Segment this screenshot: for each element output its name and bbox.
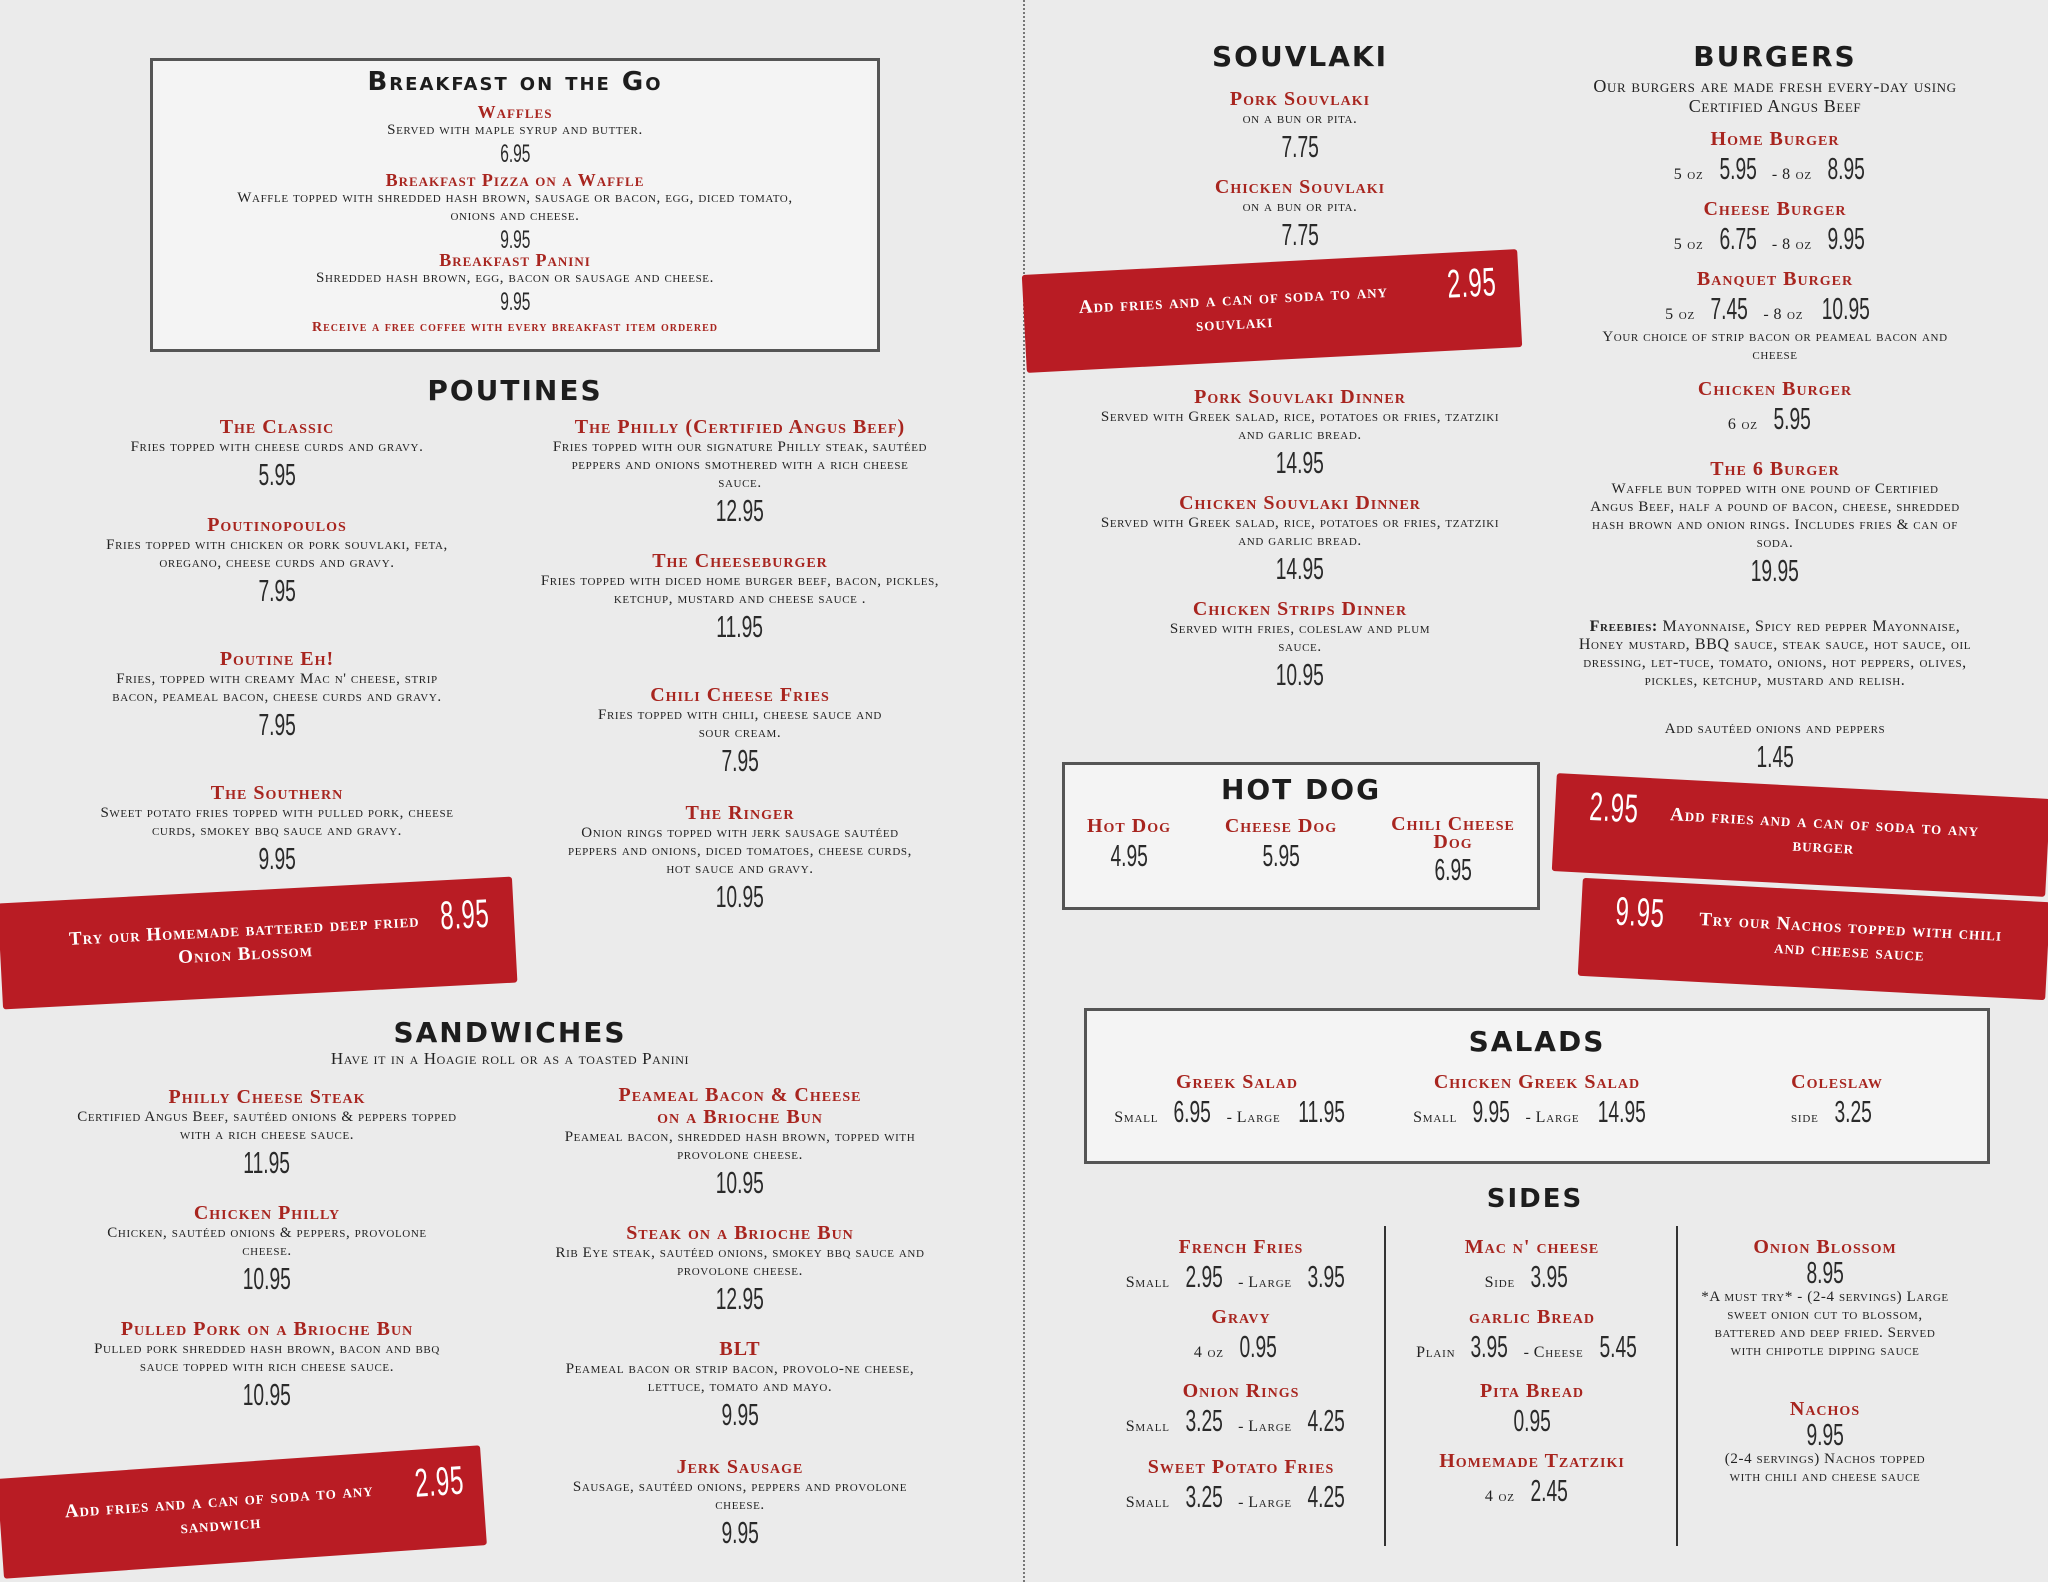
item-name: The Classic [219,416,335,438]
menu-item [1707,1071,1967,1131]
menu-item [1069,815,1189,875]
item-price: 11.95 [243,1145,291,1180]
item-name: Banquet Burger [1696,268,1854,290]
size-label: Small [1413,1109,1458,1126]
item-price: 4.25 [1307,1479,1345,1514]
separator: - [1763,306,1770,323]
size-label: side [1791,1109,1819,1126]
item-desc: Served with maple syrup and butter. [387,122,643,138]
banner-text: Try our Homemade battered deep fried Onion Blossom [68,910,421,969]
banner-price: 9.95 [1614,889,1666,937]
item-name: Chicken Philly [193,1202,341,1224]
item-name: BLT [719,1338,761,1360]
size-price-row [1387,1093,1687,1131]
promo-banner-souvlaki [1022,249,1522,373]
size-label: 8 oz [1782,236,1812,253]
sandwiches-title: SANDWICHES [393,1016,627,1049]
banner-price: 2.95 [413,1458,466,1506]
menu-item [1620,378,1930,438]
sides-column-divider [1676,1226,1678,1546]
item-name: Gravy [1211,1306,1271,1328]
item-desc: Shredded hash brown, egg, bacon or sausage and cheese. [316,270,714,286]
menu-item [1080,386,1520,482]
item-desc: Fries topped with diced home burger beef, bacon, pickles, ketchup, mustard and cheese sauce . [540,573,940,607]
item-desc: Waffle bun topped with one pound of Certified Angus Beef, half a pound of bacon, cheese, shredded hash brown and onion rings. Includes fries & can of soda. [1590,481,1960,551]
banner-text: Add fries and a can of soda to any souvlaki [1078,280,1389,336]
item-desc: Chicken, sautéed onions & peppers, provolone cheese. [107,1225,427,1259]
item-name: Hot Dog [1086,815,1171,837]
menu-item [75,782,479,878]
menu-item [70,1318,464,1414]
sandwiches-subtitle: Have it in a Hoagie roll or as a toasted Panini [330,1049,690,1068]
menu-item [1201,815,1361,875]
item-price: 2.45 [1530,1473,1568,1508]
size-label: Small [1125,1418,1170,1435]
item-price: 3.95 [1470,1329,1509,1364]
item-desc: Certified Angus Beef, sautéed onions & peppers topped with a rich cheese sauce. [77,1109,457,1143]
item-name: Home Burger [1710,128,1840,150]
separator: - [1525,1109,1532,1126]
menu-item [60,416,494,494]
menu-item [70,648,484,744]
size-label: Large [1535,1109,1580,1126]
item-name: Cheese Burger [1703,198,1847,220]
item-price: 5.95 [258,457,296,492]
item-price: 12.95 [715,493,765,528]
menu-item [1096,1306,1386,1366]
item-desc: Peameal bacon or strip bacon, provolo-ne cheese, lettuce, tomato and mayo. [565,1361,915,1395]
banner-text: Add fries and a can of soda to any burger [1669,804,1980,859]
item-price: 3.25 [1834,1094,1872,1129]
salads-title: SALADS [1468,1025,1606,1058]
menu-item [100,514,454,610]
addon-text: Add sautéed onions and peppers [1664,721,1886,737]
size-label: 4 oz [1193,1344,1224,1361]
item-name: Mac n' cheese [1464,1236,1600,1258]
item-desc: Onion rings topped with jerk sausage sautéed peppers and onions, diced tomatoes, cheese curds, hot sauce and gravy. [568,825,912,877]
hotdog-box [1062,762,1540,910]
salads-box [1084,1008,1990,1164]
page-fold-divider [1023,0,1025,1582]
size-label: Large [1248,1494,1292,1511]
menu-item [183,251,847,317]
item-name: Breakfast Pizza on a Waffle [385,170,645,190]
item-price: 3.95 [1530,1259,1568,1294]
item-price: 8.95 [1806,1255,1844,1290]
item-name: Poutine Eh! [219,648,335,670]
size-label: 8 oz [1782,166,1812,183]
breakfast-title: Breakfast on the Go [367,67,663,97]
souvlaki-title: SOUVLAKI [1211,40,1388,73]
item-price: 1.45 [1756,739,1794,774]
item-price: 14.95 [1275,445,1325,480]
separator: - [1771,236,1779,253]
item-price: 9.95 [499,226,531,254]
item-price: 12.95 [715,1281,765,1316]
item-price: 6.95 [1434,852,1472,887]
item-name: Chicken Burger [1697,378,1853,400]
size-label: 6 oz [1727,416,1758,433]
sides-title: SIDES [1486,1184,1584,1214]
item-desc: Rib Eye steak, sautéed onions, smokey bbq sauce and provolone cheese. [555,1245,925,1279]
item-name: The Southern [210,782,344,804]
item-price: 7.95 [258,573,296,608]
item-price: 7.75 [1281,217,1319,252]
item-name: Chicken Greek Salad [1433,1071,1641,1093]
size-price-row [1392,1328,1672,1366]
menu-item [1150,88,1450,166]
size-price-row [1620,400,1930,438]
size-label: Plain [1416,1344,1456,1361]
item-price: 6.75 [1719,221,1757,256]
menu-item [560,684,920,780]
item-desc: Fries topped with chili, cheese sauce and sour cream. [598,707,882,741]
item-price: 6.95 [1173,1094,1212,1129]
item-price: 6.95 [499,140,531,168]
item-name: French Fries [1178,1236,1304,1258]
item-name: Pork Souvlaki [1229,88,1371,110]
item-name: Nachos [1789,1398,1861,1420]
item-price: 7.95 [721,743,759,778]
item-price: 9.95 [721,1397,759,1432]
item-name: Poutinopoulos [207,514,347,536]
item-price: 10.95 [1822,291,1871,326]
menu-item [183,171,847,255]
size-price-row [1096,1328,1386,1366]
item-price: 8.95 [1827,151,1865,186]
size-label: 5 oz [1673,166,1704,183]
menu-item [1387,1071,1687,1131]
item-name: Peameal Bacon & Cheese on a Brioche Bun [618,1084,862,1128]
item-desc: (2-4 servings) Nachos topped with chili and cheese sauce [1724,1451,1926,1485]
size-label: Small [1114,1109,1159,1126]
size-label: Side [1484,1274,1516,1291]
item-desc: Sausage, sautéed onions, peppers and provolone cheese. [572,1479,908,1513]
item-price: 7.75 [1281,129,1319,164]
item-price: 5.95 [1773,401,1811,436]
item-name: Homemade Tzatziki [1439,1450,1625,1472]
menu-item [60,1086,474,1182]
menu-item [1373,815,1533,889]
item-price: 14.95 [1275,551,1325,586]
item-name: Chicken Souvlaki Dinner [1179,492,1421,514]
item-price: 10.95 [242,1261,292,1296]
menu-item [1690,1398,1960,1486]
item-desc: on a bun or pita. [1242,111,1358,127]
item-price: 9.95 [721,1515,759,1550]
size-price-row [1392,1258,1672,1296]
menu-item [1392,1450,1672,1510]
hotdog-title: HOT DOG [1220,773,1382,806]
item-name: Chicken Souvlaki [1214,176,1386,198]
menu-item [540,1338,940,1434]
item-name: Breakfast Panini [439,250,591,270]
item-price: 2.95 [1185,1259,1223,1294]
banner-price: 2.95 [1588,784,1640,832]
size-price-row [1096,1478,1386,1516]
size-label: Small [1125,1274,1170,1291]
menu-item [525,550,955,646]
item-name: Coleslaw [1791,1071,1883,1093]
menu-item [530,416,950,530]
banner-price: 8.95 [439,891,491,939]
item-desc: Your choice of strip bacon or peameal bacon and cheese [1602,329,1948,363]
item-desc: Fries topped with cheese curds and gravy. [130,439,424,455]
poutines-title: POUTINES [427,374,603,407]
menu-item [570,1456,910,1552]
item-name: Onion Rings [1182,1380,1300,1402]
menu-item [1080,492,1520,588]
item-price: 3.25 [1185,1403,1223,1438]
separator: - [1226,1109,1233,1126]
item-name: Chicken Strips Dinner [1192,598,1408,620]
menu-item [1580,268,1970,364]
item-name: The Ringer [685,802,795,824]
item-price: 9.95 [499,288,531,316]
item-price: 9.95 [1827,221,1865,256]
size-label: 8 oz [1773,306,1804,323]
promo-banner-onion-blossom [0,877,517,1010]
item-name: The 6 Burger [1710,458,1840,480]
size-label: Large [1248,1418,1292,1435]
item-desc: Pulled pork shredded hash brown, bacon and bbq sauce topped with rich cheese sauce. [94,1341,440,1375]
menu-item [540,1084,940,1202]
item-price: 3.25 [1185,1479,1223,1514]
menu-item [1140,598,1460,694]
size-price-row [1392,1472,1672,1510]
menu-item [1690,1236,1960,1360]
menu-item [1620,128,1930,188]
item-price: 0.95 [1513,1403,1551,1438]
banner-text: Try our Nachos topped with chili and cheese sauce [1698,908,2003,966]
item-name: Pork Souvlaki Dinner [1194,386,1406,408]
item-price: 4.95 [1110,838,1148,873]
item-name: Pulled Pork on a Brioche Bun [120,1318,414,1340]
item-price: 10.95 [242,1377,292,1412]
size-price-row [1096,1258,1386,1296]
menu-item [1096,1236,1386,1296]
menu-item [1620,198,1930,258]
item-name: The Cheeseburger [652,550,828,572]
item-desc: Fries, topped with creamy Mac n' cheese, strip bacon, peameal bacon, cheese curds and gravy. [112,671,442,705]
item-price: 9.95 [1472,1094,1511,1129]
size-price-row [1096,1402,1386,1440]
item-desc: Fries topped with our signature Philly steak, sautéed peppers and onions smothered with a rich cheese sauce. [552,439,928,491]
addon-price-wrap [1580,738,1970,776]
size-price-row [1620,220,1930,258]
item-price: 5.95 [1262,838,1300,873]
separator: - [1523,1344,1530,1361]
item-name: Chili Cheese Fries [650,684,830,706]
item-price: 9.95 [258,841,296,876]
banner-text: Add fries and a can of soda to any sandwich [64,1479,375,1539]
separator: - [1238,1418,1245,1435]
freebies-text [1565,618,1985,690]
size-label: 5 oz [1673,236,1704,253]
menu-item [1392,1236,1672,1296]
item-desc: Fries topped with chicken or pork souvlaki, feta, oregano, cheese curds and gravy. [106,537,448,571]
item-price: 10.95 [715,879,765,914]
item-name: Greek Salad [1175,1071,1299,1093]
item-desc: Served with Greek salad, rice, potatoes or fries, tzatziki and garlic bread. [1100,409,1500,443]
item-name: Chili Cheese Dog [1391,813,1515,853]
item-price: 11.95 [1298,1094,1346,1129]
separator: - [1238,1494,1245,1511]
item-price: 5.95 [1719,151,1757,186]
item-name: Philly Cheese Steak [168,1086,366,1108]
size-label: 4 oz [1484,1488,1515,1505]
size-price-row [1707,1093,1967,1131]
item-desc: Waffle topped with shredded hash brown, sausage or bacon, egg, diced tomato, onions and cheese. [237,190,793,224]
breakfast-note: Receive a free coffee with every breakfast item ordered [312,320,718,335]
item-desc: *A must try* - (2-4 servings) Large sweet onion cut to blossom, battered and deep fried. Served with chipotle dipping sauce [1701,1289,1949,1359]
separator: - [1238,1274,1245,1291]
menu-item [545,802,935,916]
breakfast-box [150,58,880,352]
item-price: 11.95 [716,609,764,644]
item-price: 19.95 [1750,553,1800,588]
item-desc: Peameal bacon, shredded hash brown, topped with provolone cheese. [564,1129,916,1163]
menu-item [1580,458,1970,590]
size-label: Large [1248,1274,1292,1291]
item-price: 7.95 [258,707,296,742]
item-price: 9.95 [1806,1417,1844,1452]
item-name: Waffles [477,102,553,122]
promo-banner-sandwich [0,1445,487,1579]
item-desc: Served with Greek salad, rice, potatoes or fries, tzatziki and garlic bread. [1100,515,1500,549]
item-desc: Sweet potato fries topped with pulled pork, cheese curds, smokey bbq sauce and gravy. [100,805,454,839]
item-name: Sweet Potato Fries [1147,1456,1335,1478]
promo-banner-burger [1552,773,2048,897]
menu-item [213,103,817,169]
item-price: 4.25 [1307,1403,1345,1438]
item-price: 10.95 [715,1165,765,1200]
item-name: garlic Bread [1468,1306,1595,1328]
menu-item [1096,1380,1386,1440]
item-price: 5.45 [1598,1329,1637,1364]
separator: - [1771,166,1779,183]
banner-price: 2.95 [1446,260,1498,307]
item-desc: on a bun or pita. [1242,199,1358,215]
item-name: Jerk Sausage [676,1456,804,1478]
burgers-title: BURGERS [1693,40,1857,73]
item-price: 7.45 [1710,291,1748,326]
menu-item [80,1202,454,1298]
freebies-list: Mayonnaise, Spicy red pepper Mayonnaise, Honey mustard, BBQ sauce, steak sauce, hot sauce, oil dressing, let-tuce, tomato, onions, hot peppers, olives, pickles, ketchup, mustard and relish. [1578,618,1972,689]
size-label: 5 oz [1665,306,1695,323]
freebies-label: Freebies: [1589,618,1658,635]
item-name: Pita Bread [1479,1380,1585,1402]
size-label: Small [1125,1494,1170,1511]
item-price: 14.95 [1598,1094,1647,1129]
menu-item [1392,1380,1672,1440]
size-price-row [1097,1093,1377,1131]
item-price: 0.95 [1239,1329,1277,1364]
item-name: The Philly (Certified Angus Beef) [574,416,906,438]
promo-banner-nachos [1578,878,2048,1000]
menu-item [1096,1456,1386,1516]
item-price: 10.95 [1275,657,1325,692]
item-name: Steak on a Brioche Bun [626,1222,854,1244]
item-price: 3.95 [1307,1259,1345,1294]
menu-item [1097,1071,1377,1131]
size-price-row [1620,150,1930,188]
menu-item [1150,176,1450,254]
burgers-subtitle: Our burgers are made fresh every-day using Certified Angus Beef [1593,76,1957,116]
size-label: Cheese [1533,1344,1584,1361]
size-price-row [1580,290,1970,328]
menu-item [1392,1306,1672,1366]
size-label: Large [1236,1109,1281,1126]
menu-item [530,1222,950,1318]
item-name: Cheese Dog [1224,815,1338,837]
item-name: Onion Blossom [1753,1236,1897,1258]
item-desc: Served with fries, coleslaw and plum sauce. [1169,621,1431,655]
